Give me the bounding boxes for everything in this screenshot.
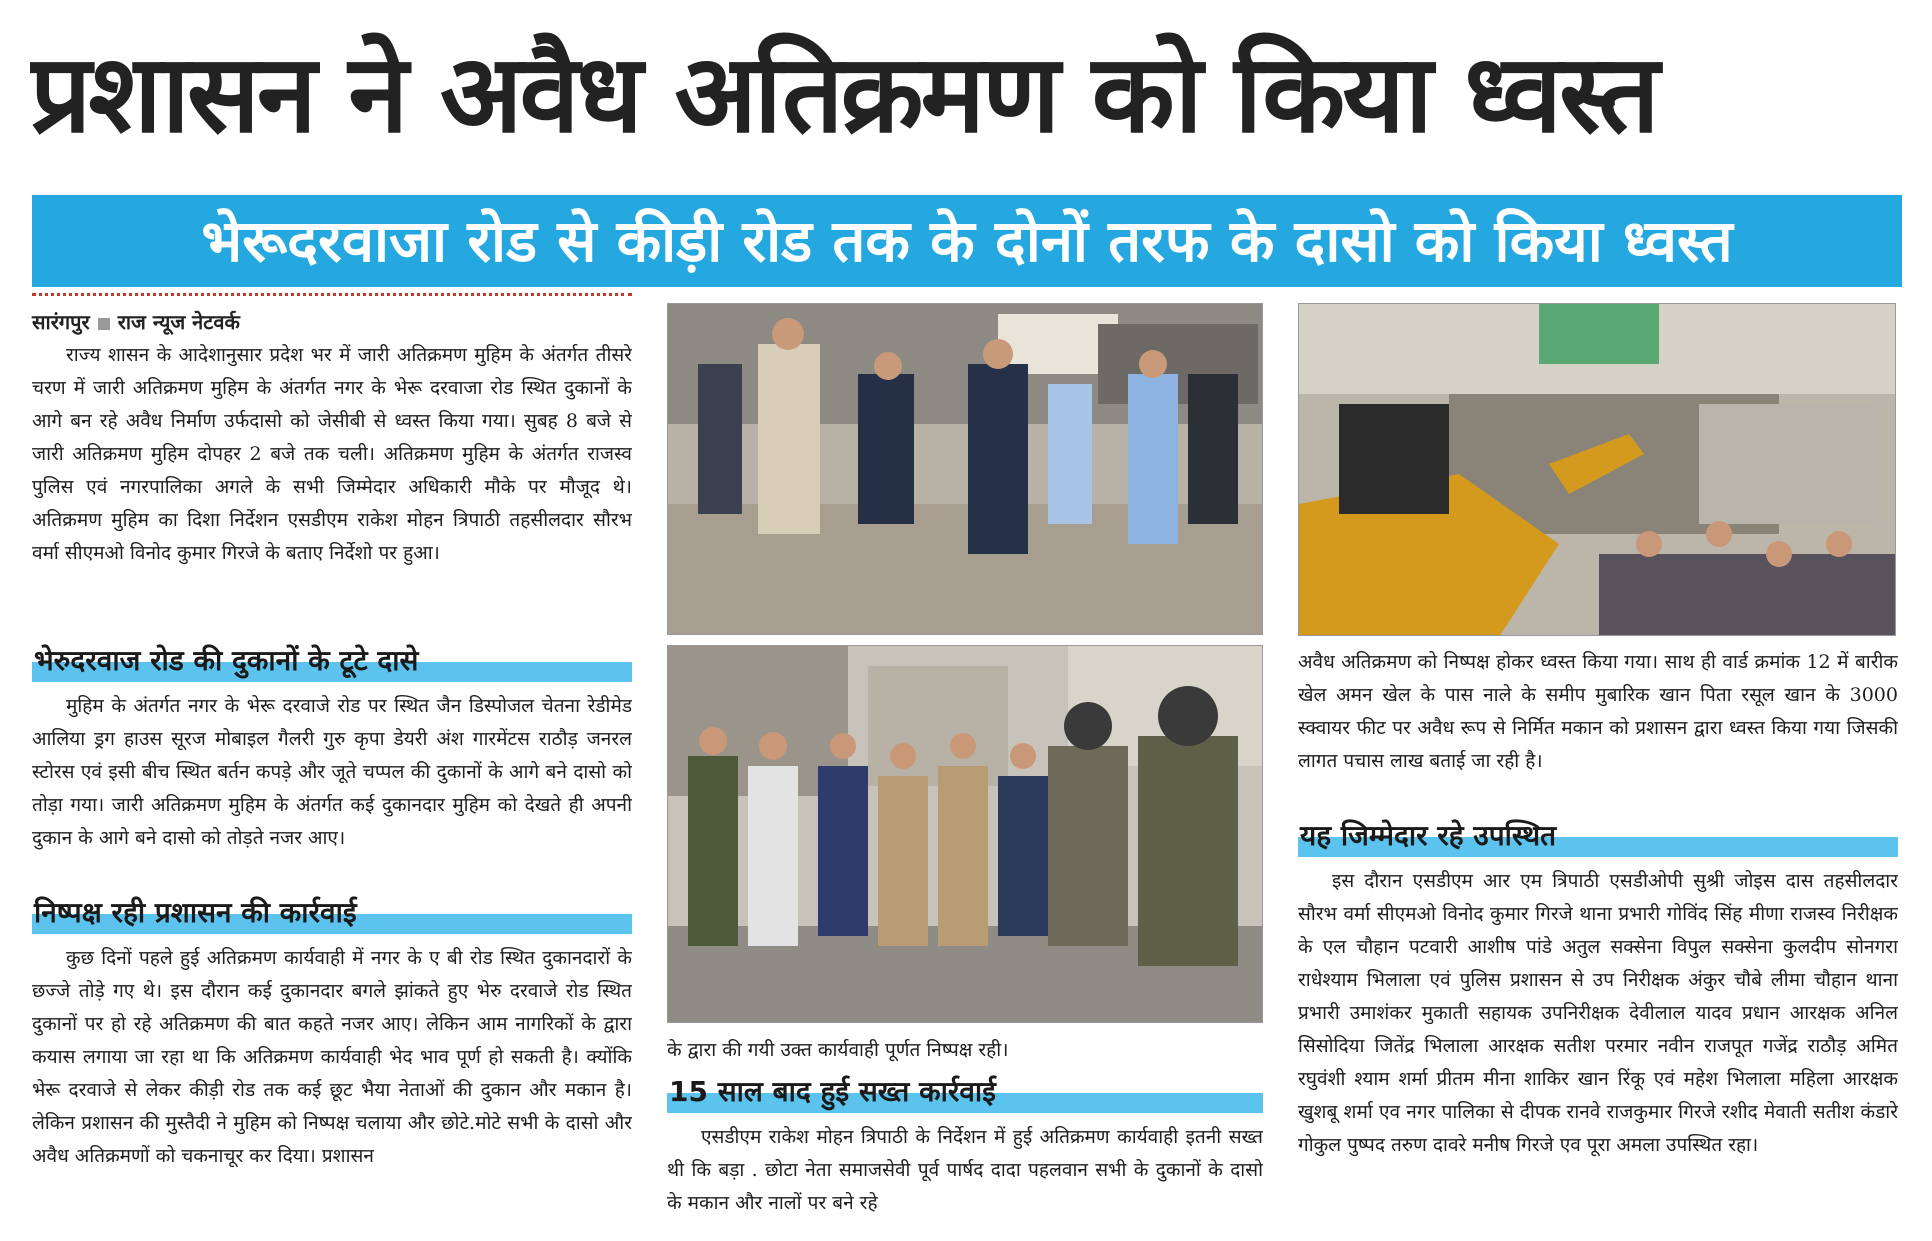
section-heading-present-officials: यह जिम्मेदार रहे उपस्थित xyxy=(1298,817,1898,857)
section-heading-shops: भेरुदरवाज रोड की दुकानों के टूटे दासे xyxy=(32,642,632,682)
article-paragraph-1: राज्य शासन के आदेशानुसार प्रदेश भर में जारी अतिक्रमण मुहिम के अंतर्गत तीसरे चरण में जारी अतिक्रमण मुहिम के अंतर्गत नगर के भेरू दरवाजा रोड स्थित दुकानों के आगे बन रहे अवैध निर्माण उर्फदासो को जेसीबी से ध्वस्त किया गया। सुबह 8 बजे से जारी अतिक्रमण मुहिम दोपहर 2 बजे तक चली। अतिक्रमण मुहिम के अंतर्गत राजस्व पुलिस एवं नगरपालिका अगले के सभी जिम्मेदार अधिकारी मौके पर मौजूद थे। अतिक्रमण मुहिम का दिशा निर्देशन एसडीएम राकेश मोहन त्रिपाठी तहसीलदार सौरभ वर्मा सीएमओ विनोद कुमार गिरजे के बताए निर्देशो पर हुआ। xyxy=(32,344,632,564)
article-paragraph-5: अवैध अतिक्रमण को निष्पक्ष होकर ध्वस्त किया गया। साथ ही वार्ड क्रमांक 12 में बारीक खेल अमन खेल के पास नाले के समीप मुबारिक खान पिता रसूल खान के 3000 स्क्वायर फीट पर अवैध रूप से निर्मित मकान को प्रशासन द्वारा ध्वस्त किया गया जिसकी लागत पचास लाख बताई जा रही है। xyxy=(1298,651,1898,772)
caption-continuation: के द्वारा की गयी उक्त कार्यवाही पूर्णत निष्पक्ष रही। xyxy=(667,1039,1009,1061)
column-middle-text xyxy=(667,1034,1263,1220)
article-paragraph-3: कुछ दिनों पहले हुई अतिक्रमण कार्यवाही में नगर के ए बी रोड स्थित दुकानदारों के छज्जे तोड़े गए थे। इस दौरान कई दुकानदार बगले झांकते हुए भेरु दरवाजे रोड स्थित दुकानों पर हो रहे अतिक्रमण की बात कहते नजर आए। लेकिन आम नागरिकों के द्वारा कयास लगाया जा रहा था कि अतिक्रमण कार्यवाही भेद भाव पूर्ण हो सकती है। क्योंकि भेरू दरवाजे से लेकर कीड़ी रोड तक कई छूट भैया नेताओं की दुकान और मकान है। लेकिन प्रशासन की मुस्तैदी ने मुहिम को निष्पक्ष चलाया और छोटे.मोटे सभी के दासो और अवैध अतिक्रमणों को चकनाचूर कर दिया। प्रशासन xyxy=(32,947,632,1167)
section-heading-impartial: निष्पक्ष रही प्रशासन की कार्रवाई xyxy=(32,894,632,934)
byline-agency: राज न्यूज नेटवर्क xyxy=(117,310,240,334)
photo-police-team xyxy=(667,645,1263,1023)
byline xyxy=(32,305,632,339)
subheadline-banner: भेरूदरवाजा रोड से कीड़ी रोड तक के दोनों तरफ के दासो को किया ध्वस्त xyxy=(32,195,1902,287)
square-bullet-icon xyxy=(98,318,110,330)
headline: प्रशासन ने अवैध अतिक्रमण को किया ध्वस्त xyxy=(30,32,1657,157)
photo-jcb-demolition xyxy=(1298,303,1896,636)
article-paragraph-4: एसडीएम राकेश मोहन त्रिपाठी के निर्देशन में हुई अतिक्रमण कार्यवाही इतनी सख्त थी कि बड़ा . छोटा नेता समाजसेवी पूर्व पार्षद दादा पहलवान सभी के दुकानों के दासो के मकान और नालों पर बने रहे xyxy=(667,1126,1263,1214)
column-left xyxy=(32,305,632,1206)
byline-place: सारंगपुर xyxy=(32,310,90,334)
dotted-rule xyxy=(32,293,632,296)
section-heading-strict-action: 15 साल बाद हुई सख्त कार्रवाई xyxy=(667,1073,1263,1113)
article-paragraph-2: मुहिम के अंतर्गत नगर के भेरू दरवाजे रोड पर स्थित जैन डिस्पोजल चेतना रेडीमेड आलिया ड्रग हाउस सूरज मोबाइल गैलरी गुरु कृपा डेयरी अंश गारमेंटस राठौड़ जनरल स्टोरस एवं इसी बीच स्थित बर्तन कपड़े और जूते चप्पल की दुकानों के आगे बने दासो को तोड़ा गया। जारी अतिक्रमण मुहिम के अंतर्गत कई दुकानदार मुहिम को देखते ही अपनी दुकान के आगे बने दासो को तोड़ते नजर आए। xyxy=(32,695,632,849)
column-right-text xyxy=(1298,646,1898,1228)
article-paragraph-6: इस दौरान एसडीएम आर एम त्रिपाठी एसडीओपी सुश्री जोइस दास तहसीलदार सौरभ वर्मा सीएमओ विनोद कुमार गिरजे थाना प्रभारी गोविंद सिंह मीणा राजस्व निरीक्षक के एल चौहान पटवारी आशीष पांडे अतुल सक्सेना विपुल सक्सेना कुलदीप सोनगरा राधेश्याम भिलाला एवं पुलिस प्रशासन से उप निरीक्षक अंकुर चौबे लीमा चौहान थाना प्रभारी उमाशंकर मुकाती सहायक उपनिरीक्षक देवीलाल यादव प्रधान आरक्षक अनिल सिसोदिया जितेंद्र भिलाला आरक्षक सतीश परमार नवीन राजपूत गजेंद्र राठौड़ अमित रघुवंशी श्याम शर्मा प्रीतम मीना शाकिर खान रिंकू एवं महेश भिलाला महिला आरक्षक खुशबू शर्मा एव नगर पालिका से दीपक रानवे राजकुमार गिरजे रशीद मेवाती सतीश कंडारे गोकुल पुष्पद तरुण दावरे मनीष गिरजे एव पूरा अमला उपस्थित रहा। xyxy=(1298,870,1898,1156)
photo-officials-walking xyxy=(667,303,1263,635)
